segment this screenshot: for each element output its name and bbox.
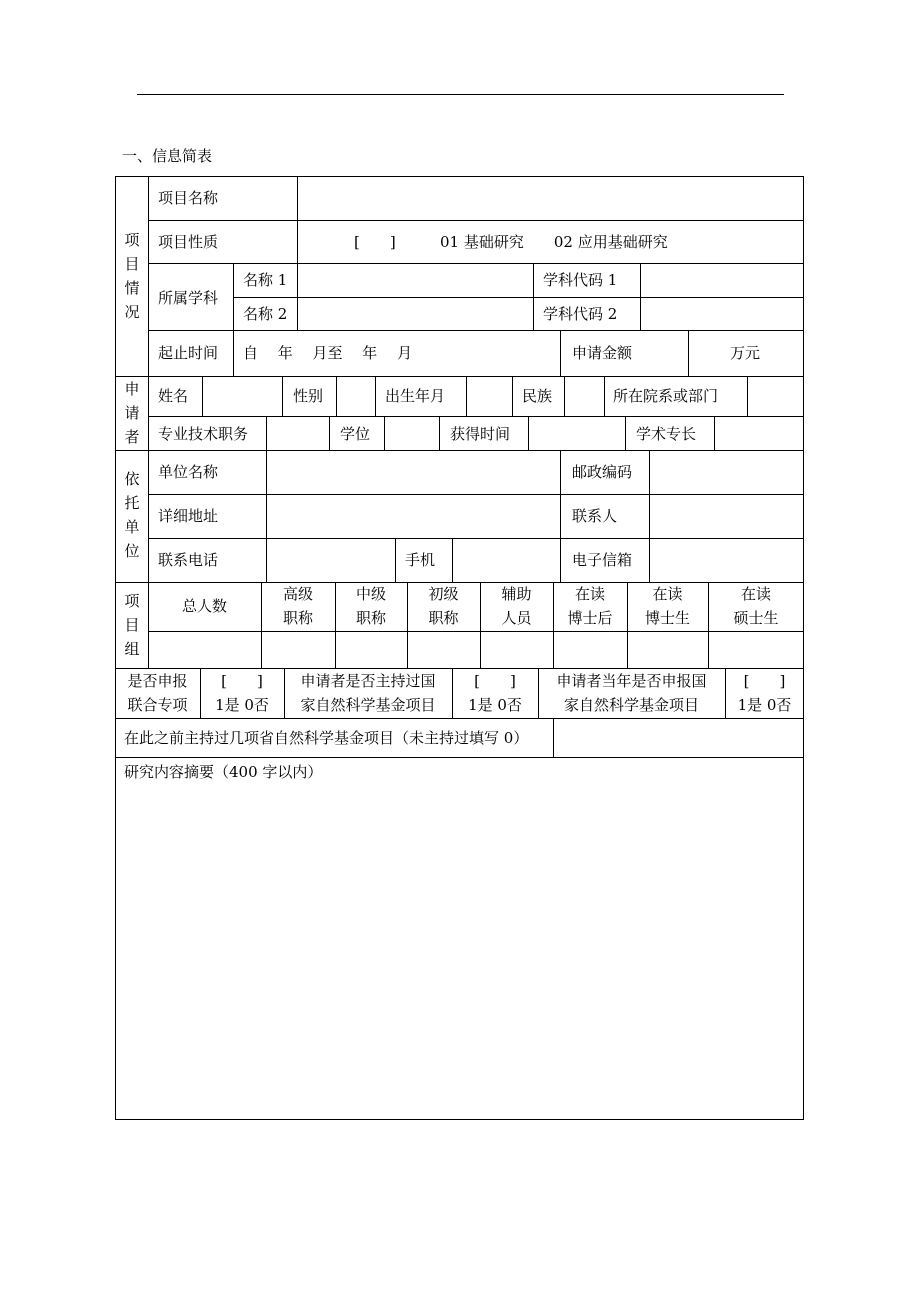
grid-line xyxy=(560,330,561,376)
team-master-label: 在读 xyxy=(740,585,771,603)
hosted-answer-options: 1是 0否 xyxy=(468,696,522,714)
email-label: 电子信箱 xyxy=(572,551,633,569)
project-nature-label: 项目性质 xyxy=(158,233,219,251)
grid-line xyxy=(553,718,554,757)
grid-line xyxy=(282,376,283,416)
grid-line xyxy=(528,416,529,450)
grid-line xyxy=(266,450,267,582)
phone-label: 联系电话 xyxy=(158,551,219,569)
grid-line xyxy=(148,631,804,632)
grid-line xyxy=(564,376,565,416)
applicant-obtain-label: 获得时间 xyxy=(450,425,511,443)
address-label: 详细地址 xyxy=(158,507,219,525)
grid-line xyxy=(336,376,337,416)
team-senior-label: 高级 xyxy=(282,585,313,603)
abstract-label: 研究内容摘要（400 字以内） xyxy=(124,763,323,781)
team-assist-label: 人员 xyxy=(501,609,532,627)
team-middle-label: 职称 xyxy=(355,609,386,627)
period-text: 自 年 月至 年 月 xyxy=(243,344,413,362)
grid-line xyxy=(688,330,689,376)
grid-line xyxy=(148,538,804,539)
joint-answer-bracket[interactable]: [ ] xyxy=(221,672,263,690)
project-nature-bracket[interactable]: [ ] xyxy=(354,233,396,251)
info-table xyxy=(115,176,804,1120)
team-junior-label: 职称 xyxy=(428,609,459,627)
team-postdoc-label: 博士后 xyxy=(567,609,613,627)
applicant-birth-label: 出生年月 xyxy=(385,387,446,405)
grid-line xyxy=(233,263,234,376)
grid-line xyxy=(329,416,330,450)
team-group-label: 项目组 xyxy=(124,592,140,658)
current-answer-bracket[interactable]: [ ] xyxy=(743,672,786,690)
applicant-ethnic-label: 民族 xyxy=(522,387,553,405)
hosted-question-label: 家自然科学基金项目 xyxy=(300,696,436,714)
project-name-label: 项目名称 xyxy=(158,189,219,207)
grid-line xyxy=(604,376,605,416)
grid-line xyxy=(148,263,804,264)
project-name-field[interactable] xyxy=(305,188,795,208)
team-master-label: 硕士生 xyxy=(733,609,779,627)
grid-line xyxy=(560,450,561,582)
grid-line xyxy=(148,330,804,331)
applicant-gender-label: 性别 xyxy=(293,387,324,405)
current-question-label: 家自然科学基金项目 xyxy=(563,696,699,714)
discipline-code1-label: 学科代码 1 xyxy=(543,271,618,289)
applicant-name-label: 姓名 xyxy=(158,387,189,405)
grid-line xyxy=(115,668,804,669)
grid-line xyxy=(115,757,804,758)
grid-line xyxy=(533,263,534,330)
team-middle-label: 中级 xyxy=(355,585,386,603)
header-rule xyxy=(137,94,784,95)
applicant-specialty-label: 学术专长 xyxy=(636,425,697,443)
applicant-degree-label: 学位 xyxy=(340,425,371,443)
team-assist-label: 辅助 xyxy=(501,585,532,603)
institution-group-label: 依托单位 xyxy=(124,470,140,560)
grid-line xyxy=(115,376,804,377)
contact-label: 联系人 xyxy=(572,507,618,525)
grid-line xyxy=(297,263,298,330)
team-phd-label: 在读 xyxy=(652,585,683,603)
grid-line xyxy=(266,416,267,450)
grid-line xyxy=(625,416,626,450)
unit-name-label: 单位名称 xyxy=(158,463,219,481)
current-answer-options: 1是 0否 xyxy=(737,696,792,714)
grid-line xyxy=(115,582,804,583)
grid-line xyxy=(466,376,467,416)
grid-line xyxy=(439,416,440,450)
team-junior-label: 初级 xyxy=(428,585,459,603)
grid-line xyxy=(115,450,804,451)
joint-answer-options: 1是 0否 xyxy=(215,696,269,714)
grid-line xyxy=(148,176,149,668)
applicant-dept-label: 所在院系或部门 xyxy=(613,387,719,405)
hosted-question-label: 申请者是否主持过国 xyxy=(300,672,436,690)
section-title: 一、信息简表 xyxy=(122,147,213,165)
prior-count-label: 在此之前主持过几项省自然科学基金项目（未主持过填写 0） xyxy=(124,729,529,747)
grid-line xyxy=(714,416,715,450)
grid-line xyxy=(148,220,804,221)
discipline-name2-label: 名称 2 xyxy=(243,305,288,323)
joint-question-label: 联合专项 xyxy=(127,696,188,714)
grid-line xyxy=(512,376,513,416)
grid-line xyxy=(452,538,453,582)
grid-line xyxy=(395,538,396,582)
grid-line xyxy=(115,718,804,719)
discipline-label: 所属学科 xyxy=(158,289,219,307)
discipline-code2-label: 学科代码 2 xyxy=(543,305,618,323)
amount-label: 申请金额 xyxy=(572,344,633,362)
grid-line xyxy=(233,297,804,298)
grid-line xyxy=(384,416,385,450)
team-senior-label: 职称 xyxy=(282,609,313,627)
period-label: 起止时间 xyxy=(158,344,219,362)
mobile-label: 手机 xyxy=(405,551,436,569)
team-postdoc-label: 在读 xyxy=(574,585,605,603)
project-group-label: 项目情况 xyxy=(124,231,140,321)
postcode-label: 邮政编码 xyxy=(572,463,633,481)
grid-line xyxy=(649,450,650,582)
grid-line xyxy=(148,494,804,495)
hosted-answer-bracket[interactable]: [ ] xyxy=(474,672,516,690)
applicant-group-label: 申请者 xyxy=(124,380,140,446)
project-nature-options: 01 基础研究 02 应用基础研究 xyxy=(440,233,668,251)
grid-line xyxy=(640,263,641,330)
grid-line xyxy=(202,376,203,416)
grid-line xyxy=(375,376,376,416)
current-question-label: 申请者当年是否申报国 xyxy=(556,672,707,690)
amount-unit: 万元 xyxy=(730,344,761,362)
grid-line xyxy=(148,416,804,417)
team-phd-label: 博士生 xyxy=(644,609,690,627)
team-total-label: 总人数 xyxy=(181,597,227,615)
discipline-name1-label: 名称 1 xyxy=(243,271,288,289)
grid-line xyxy=(747,376,748,416)
grid-line xyxy=(297,176,298,263)
applicant-title-label: 专业技术职务 xyxy=(158,425,249,443)
joint-question-label: 是否申报 xyxy=(127,672,188,690)
